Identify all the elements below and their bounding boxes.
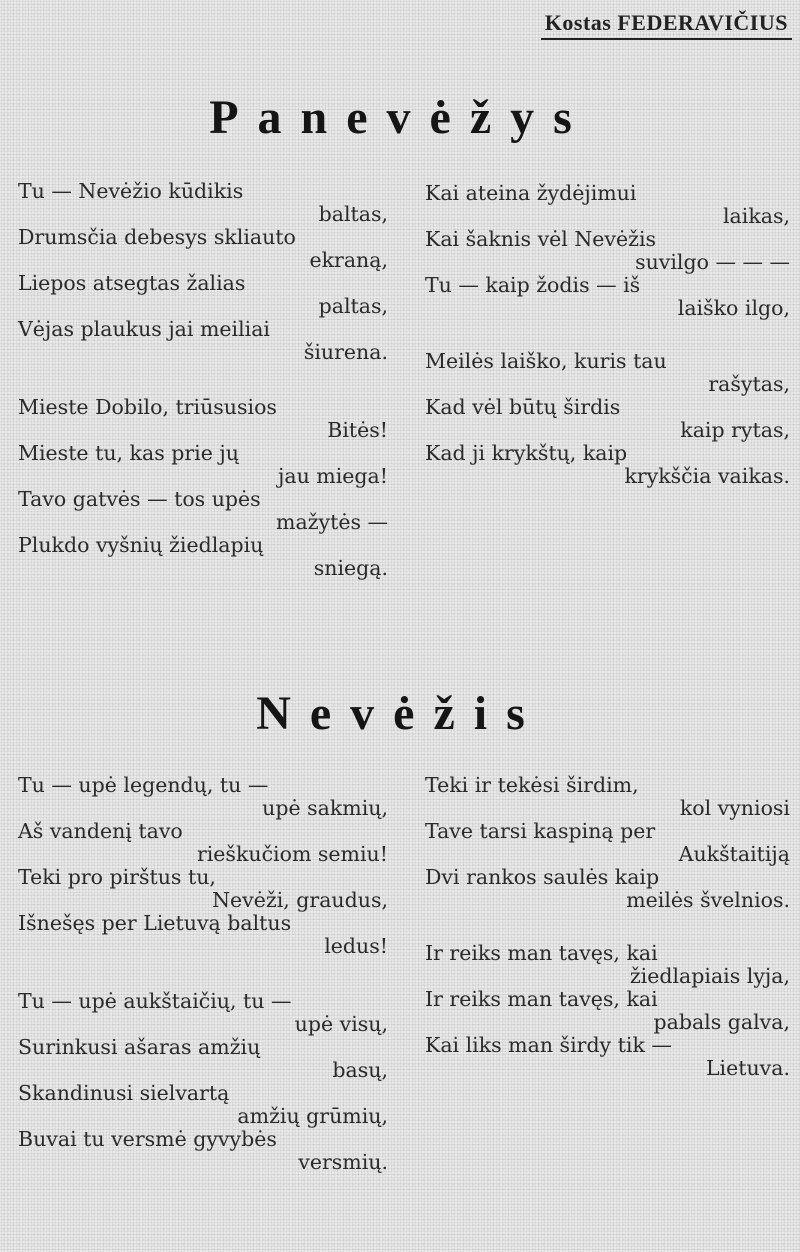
verse-line: Ir reiks man tavęs, kai: [425, 941, 658, 965]
verse-line: Nevėži, graudus,: [212, 888, 388, 912]
verse-line: pabals galva,: [653, 1010, 790, 1034]
verse-line: kaip rytas,: [680, 418, 790, 442]
verse-line: Bitės!: [327, 418, 388, 442]
verse-line: Drumsčia debesys skliauto: [18, 225, 296, 249]
verse-line: jau miega!: [277, 464, 388, 488]
verse-line: krykščia vaikas.: [624, 464, 790, 488]
verse-line: Tave tarsi kaspiną per: [425, 819, 656, 843]
verse-line: Surinkusi ašaras amžių: [18, 1035, 261, 1059]
verse-line: upė sakmių,: [262, 796, 388, 820]
verse-line: Tavo gatvės — tos upės: [18, 487, 261, 511]
poem-1-right-column: [425, 182, 790, 488]
verse-line: Aukštaitiją: [678, 842, 790, 866]
verse-line: Kai šaknis vėl Nevėžis: [425, 227, 657, 251]
verse-line: Plukdo vyšnių žiedlapių: [18, 533, 264, 557]
verse-line: Liepos atsegtas žalias: [18, 271, 246, 295]
verse-line: Meilės laiško, kuris tau: [425, 349, 667, 373]
verse-line: Mieste Dobilo, triūsusios: [18, 395, 277, 419]
verse-line: Kad vėl būtų širdis: [425, 395, 621, 419]
stanza: [425, 774, 790, 912]
stanza: [18, 774, 388, 958]
stanza: [425, 182, 790, 320]
verse-line: Vėjas plaukus jai meiliai: [18, 317, 270, 341]
verse-line: Ir reiks man tavęs, kai: [425, 987, 658, 1011]
stanza: [18, 180, 388, 364]
verse-line: versmių.: [298, 1150, 388, 1174]
verse-line: Dvi rankos saulės kaip: [425, 865, 660, 889]
verse-line: upė visų,: [294, 1012, 388, 1036]
verse-line: Buvai tu versmė gyvybės: [18, 1127, 277, 1151]
poem-1-left-column: [18, 180, 388, 580]
verse-line: meilės švelnios.: [626, 888, 790, 912]
stanza: [18, 990, 388, 1174]
verse-line: laikas,: [722, 204, 790, 228]
verse-line: Teki pro pirštus tu,: [18, 865, 216, 889]
stanza: [425, 350, 790, 488]
verse-line: Kai ateina žydėjimui: [425, 181, 637, 205]
verse-line: paltas,: [318, 294, 388, 318]
verse-line: baltas,: [318, 202, 388, 226]
verse-line: Skandinusi sielvartą: [18, 1081, 230, 1105]
stanza: [425, 942, 790, 1080]
verse-line: žiedlapiais lyja,: [629, 964, 790, 988]
verse-line: Lietuva.: [705, 1056, 790, 1080]
poem-title-panevezys: Panevėžys: [209, 91, 591, 144]
poem-2-left-column: [18, 774, 388, 1174]
verse-line: Tu — upė aukštaičių, tu —: [18, 989, 292, 1013]
verse-line: Tu — kaip žodis — iš: [425, 273, 641, 297]
verse-line: mažytės —: [276, 510, 388, 534]
verse-line: kol vyniosi: [679, 796, 790, 820]
verse-line: suvilgo — — —: [635, 250, 790, 274]
poem-title-nevezis: Nevėžis: [256, 687, 544, 740]
verse-line: Kad ji krykštų, kaip: [425, 441, 628, 465]
verse-line: Tu — Nevėžio kūdikis: [18, 179, 244, 203]
verse-line: Aš vandenį tavo: [18, 819, 183, 843]
verse-line: Mieste tu, kas prie jų: [18, 441, 239, 465]
verse-line: amžių grūmių,: [237, 1104, 388, 1128]
verse-line: Teki ir tekėsi širdim,: [425, 773, 639, 797]
stanza: [18, 396, 388, 580]
author-byline: Kostas FEDERAVIČIUS: [541, 10, 792, 40]
verse-line: šiurena.: [303, 340, 388, 364]
verse-line: Kai liks man širdy tik —: [425, 1033, 672, 1057]
verse-line: Išnešęs per Lietuvą baltus: [18, 911, 292, 935]
verse-line: rieškučiom semiu!: [196, 842, 388, 866]
poem-2-right-column: [425, 774, 790, 1080]
verse-line: sniegą.: [313, 556, 388, 580]
verse-line: rašytas,: [708, 372, 790, 396]
verse-line: Tu — upė legendų, tu —: [18, 773, 269, 797]
verse-line: ekraną,: [309, 248, 388, 272]
verse-line: basų,: [332, 1058, 388, 1082]
verse-line: laiško ilgo,: [677, 296, 790, 320]
verse-line: ledus!: [324, 934, 388, 958]
